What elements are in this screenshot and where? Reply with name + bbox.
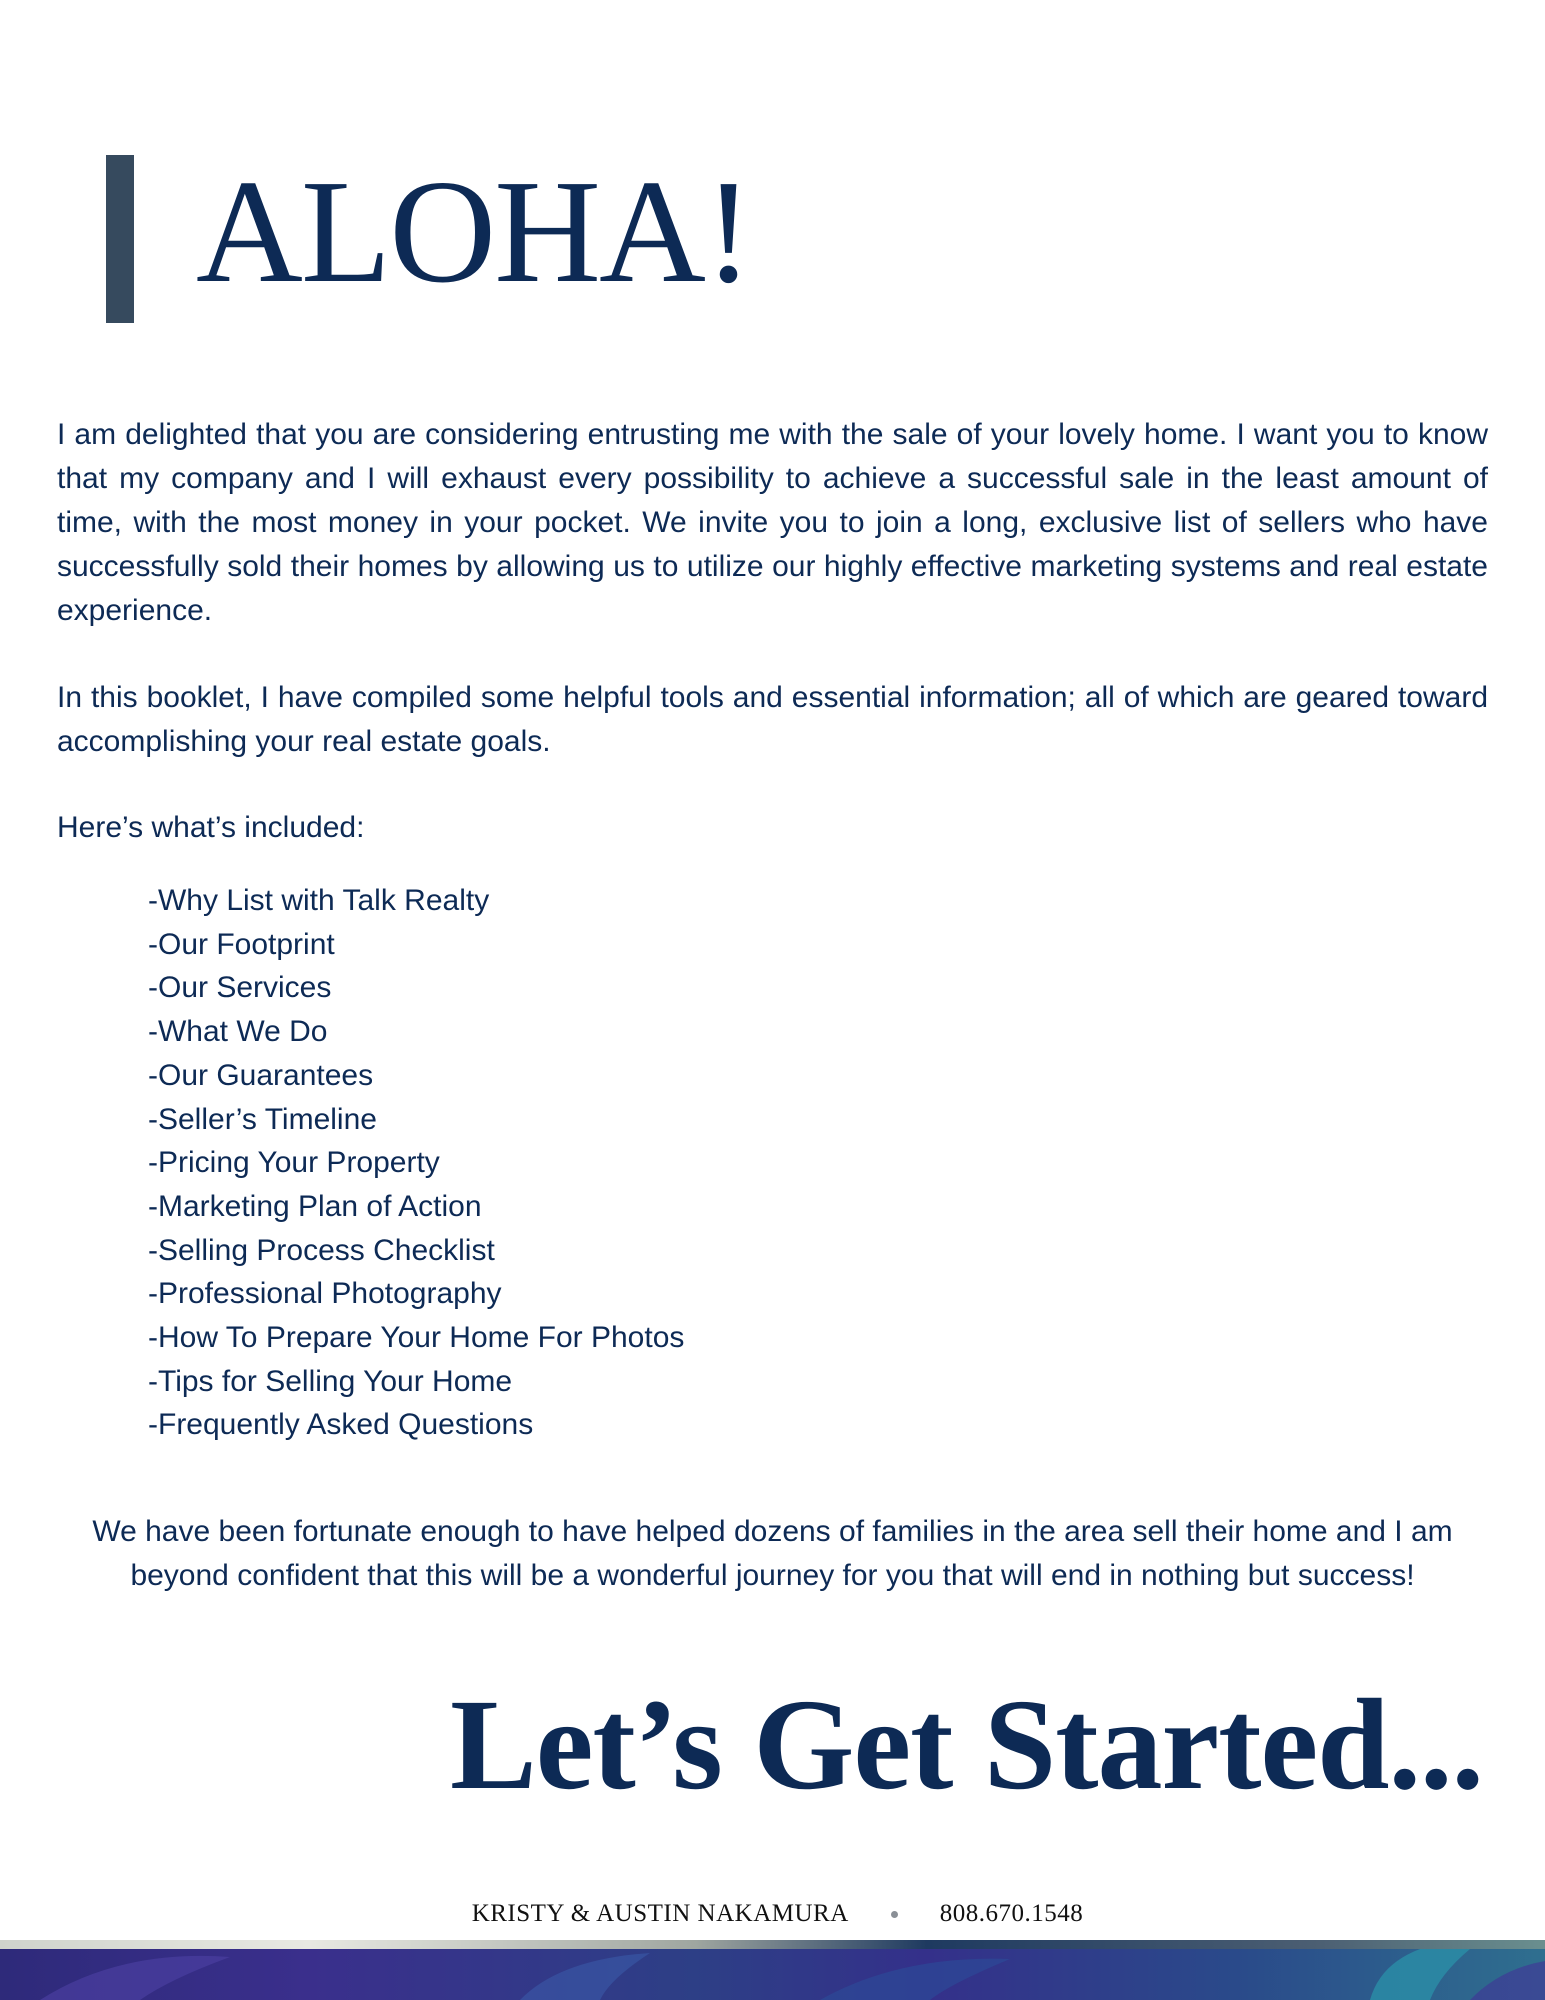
call-to-action-heading: Let’s Get Started...: [450, 1673, 1483, 1817]
list-item: -Frequently Asked Questions: [148, 1408, 534, 1442]
list-item: -Our Services: [148, 971, 332, 1005]
leaf-pattern-icon: [0, 1949, 1545, 2000]
list-item: -Marketing Plan of Action: [148, 1189, 482, 1223]
list-item: -Professional Photography: [148, 1277, 502, 1311]
footer-contact: [0, 1900, 1545, 1928]
footer-decorative-band: [0, 1949, 1545, 2000]
included-label: Here’s what’s included:: [57, 811, 365, 844]
agent-names: KRISTY & AUSTIN NAKAMURA: [471, 1900, 849, 1927]
list-item: -Pricing Your Property: [148, 1146, 440, 1180]
list-item: -How To Prepare Your Home For Photos: [148, 1321, 685, 1355]
list-item: -Our Guarantees: [148, 1058, 374, 1092]
phone-number: 808.670.1548: [939, 1900, 1084, 1927]
list-item: -Why List with Talk Realty: [148, 884, 490, 917]
included-list: [148, 879, 684, 1447]
booklet-paragraph: In this booklet, I have compiled some helpful tools and essential information; all of which are geared toward accomplishing your real estate goals.: [57, 681, 1488, 758]
list-item: -Our Footprint: [148, 927, 335, 961]
list-item: -Seller’s Timeline: [148, 1102, 377, 1136]
heading-accent-bar: [106, 155, 134, 323]
list-item: -Tips for Selling Your Home: [148, 1364, 513, 1398]
footer-divider-strip: [0, 1940, 1545, 1949]
closing-paragraph: We have been fortunate enough to have helped dozens of families in the area sell their home and I am beyond confident that this will be a wonderful journey for you that will end in nothing but success!: [92, 1515, 1453, 1592]
list-item: -What We Do: [148, 1015, 328, 1049]
intro-paragraph: I am delighted that you are considering entrusting me with the sale of your lovely home. I want you to know that my company and I will exhaust every possibility to achieve a successful sale in the least amount of time, with the most money in your pocket. We invite you to join a long, exclusive list of sellers who have successfully sold their homes by allowing us to utilize our highly effective marketing systems and real estate experience.: [57, 418, 1488, 627]
list-item: -Selling Process Checklist: [148, 1233, 495, 1267]
page-title: ALOHA!: [196, 150, 752, 314]
separator-dot: [891, 1911, 898, 1918]
